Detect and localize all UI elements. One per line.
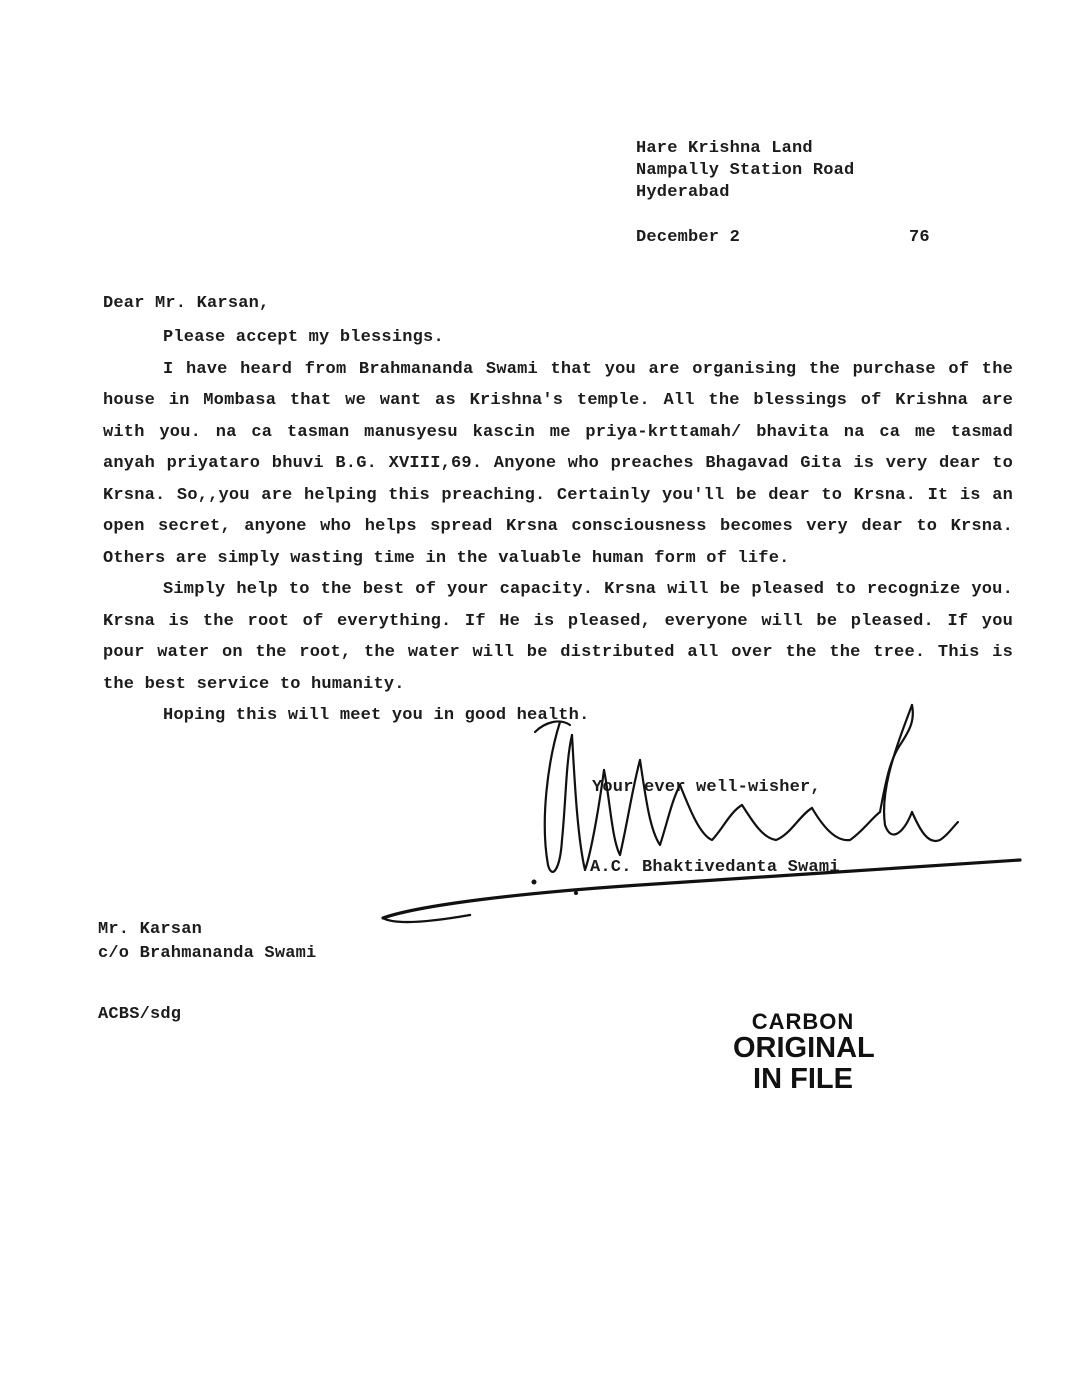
stamp-line-3: IN FILE [753,1062,853,1095]
salutation: Dear Mr. Karsan, [103,294,270,313]
signer-name: A.C. Bhaktivedanta Swami [590,858,840,877]
date-year: 76 [909,228,930,247]
recipient-care-of: c/o Brahmananda Swami [98,944,317,963]
stamp-line-1: CARBON [751,1009,855,1034]
letter-date [636,228,930,247]
date-month-day: December 2 [636,228,741,247]
paragraph-main: I have heard from Brahmananda Swami that you are organising the purchase of the house in Mombasa that we want as Krishna's temple. All the blessings of Krishna are with you. na ca tasman manusyesu kascin me priya-krttamah/ bhavita na ca me tasmad anyah priyataro bhuvi B.G. XVIII,69. Anyone who preaches Bhagavad Gita is very dear to Krsna. So,,you are helping this preaching. Certainly you'll be dear to Krsna. It is an open secret, anyone who helps spread Krsna consciousness becomes very dear to Krsna. Others are simply wasting time in the valuable human form of life. [103,359,1013,568]
reference-code: ACBS/sdg [98,1005,182,1024]
closing-line: Your ever well-wisher, [592,778,821,797]
letter-body [103,322,1013,732]
carbon-stamp [733,1010,873,1094]
recipient-name: Mr. Karsan [98,920,203,939]
paragraph-advice: Simply help to the best of your capacity. Krsna will be pleased to recognize you. Krsna is the root of everything. If He is pleased, everyone will be pleased. If you pour water on the root, the water will be distributed all over the the tree. This is the best service to humanity. [103,580,1013,694]
paragraph-closing-wish: Hoping this will meet you in good health. [163,706,590,725]
address-line-2: Nampally Station Road [636,161,855,180]
stamp-line-2: ORIGINAL [733,1032,875,1065]
address-line-1: Hare Krishna Land [636,139,813,158]
paragraph-blessings: Please accept my blessings. [163,328,444,347]
recipient-block [98,918,316,966]
letterhead-address [636,138,854,204]
address-line-3: Hyderabad [636,183,730,202]
